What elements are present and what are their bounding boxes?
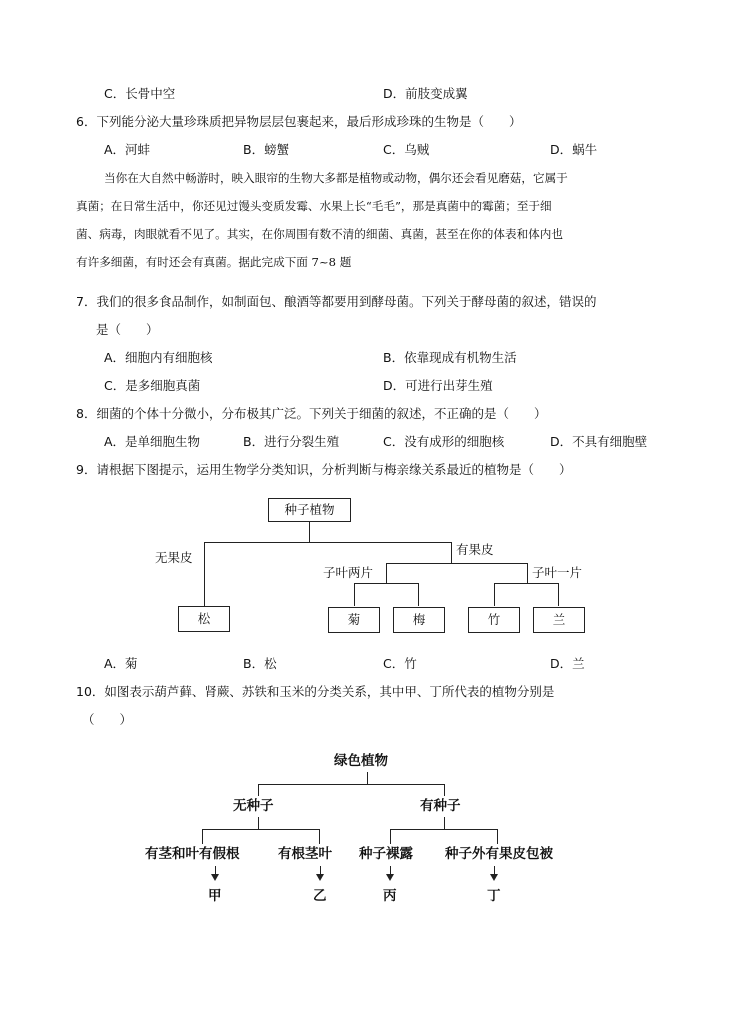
q10-arrow-shaft xyxy=(320,866,321,874)
q9-connector xyxy=(354,583,419,584)
q9-option-d: D．兰 xyxy=(550,656,585,671)
q10-label-jia: 甲 xyxy=(208,888,222,904)
q10-connector xyxy=(319,829,320,844)
q7-stem-line-2: 是（ ） xyxy=(96,322,159,337)
q9-connector xyxy=(204,542,205,606)
q9-connector xyxy=(204,542,452,543)
q9-connector xyxy=(418,583,419,606)
q6-option-a: A．河蚌 xyxy=(104,142,151,157)
q9-connector xyxy=(309,522,310,542)
q9-label-monocot: 子叶一片 xyxy=(532,565,583,580)
q8-option-b: B．进行分裂生殖 xyxy=(243,434,340,449)
q6-option-d: D．蜗牛 xyxy=(550,142,598,157)
q10-label-ding: 丁 xyxy=(487,888,501,904)
q9-leaf-pine: 松 xyxy=(178,606,230,632)
q10-node-gymnosperm: 种子裸露 xyxy=(359,846,413,862)
down-arrow-icon xyxy=(490,874,498,881)
q9-leaf-chrysanthemum: 菊 xyxy=(328,607,380,633)
q10-connector xyxy=(390,829,391,844)
q9-leaf-orchid: 兰 xyxy=(533,607,585,633)
q9-connector xyxy=(386,563,528,564)
q5-option-c: C．长骨中空 xyxy=(104,86,176,101)
q9-connector xyxy=(494,583,495,606)
q9-connector xyxy=(451,542,452,563)
q10-node-angiosperm: 种子外有果皮包被 xyxy=(445,846,553,862)
q10-node-root: 绿色植物 xyxy=(334,753,388,769)
q10-connector xyxy=(367,772,368,784)
q10-arrow-shaft xyxy=(390,866,391,874)
q7-option-b: B．依靠现成有机物生活 xyxy=(383,350,517,365)
q10-stem-line-1: 10．如图表示葫芦藓、肾蕨、苏铁和玉米的分类关系，其中甲、丁所代表的植物分别是 xyxy=(76,684,555,699)
q6-option-c: C．乌贼 xyxy=(383,142,430,157)
q10-label-bing: 丙 xyxy=(383,888,397,904)
q10-node-fern: 有根茎叶 xyxy=(278,846,332,862)
q9-leaf-bamboo: 竹 xyxy=(468,607,520,633)
q9-connector xyxy=(386,563,387,583)
q9-node-root: 种子植物 xyxy=(268,498,351,522)
q9-connector xyxy=(494,583,559,584)
q8-stem: 8．细菌的个体十分微小，分布极其广泛。下列关于细菌的叙述，不正确的是（ ） xyxy=(76,406,547,421)
q10-connector xyxy=(258,817,259,829)
q7-option-c: C．是多细胞真菌 xyxy=(104,378,201,393)
q10-connector xyxy=(202,829,203,844)
q10-node-no-seed: 无种子 xyxy=(233,798,274,814)
q7-stem-line-1: 7．我们的很多食品制作，如制面包、酿酒等都要用到酵母菌。下列关于酵母菌的叙述，错误的 xyxy=(76,294,597,309)
q8-option-a: A．是单细胞生物 xyxy=(104,434,201,449)
q8-option-c: C．没有成形的细胞核 xyxy=(383,434,505,449)
down-arrow-icon xyxy=(386,874,394,881)
q10-connector xyxy=(258,784,259,796)
down-arrow-icon xyxy=(211,874,219,881)
q9-option-a: A．菊 xyxy=(104,656,138,671)
q5-option-d: D．前肢变成翼 xyxy=(383,86,468,101)
down-arrow-icon xyxy=(316,874,324,881)
q10-connector xyxy=(390,829,498,830)
q9-label-dicot: 子叶两片 xyxy=(323,565,374,580)
q8-option-d: D．不具有细胞壁 xyxy=(550,434,648,449)
q6-option-b: B．螃蟹 xyxy=(243,142,290,157)
q9-leaf-plum: 梅 xyxy=(393,607,445,633)
q10-stem-line-2: （ ） xyxy=(82,712,133,727)
q9-label-pericarp: 有果皮 xyxy=(456,542,494,557)
q7-option-d: D．可进行出芽生殖 xyxy=(383,378,493,393)
q10-connector xyxy=(444,784,445,796)
q9-connector xyxy=(558,583,559,606)
q10-node-moss: 有茎和叶有假根 xyxy=(145,846,240,862)
q9-connector xyxy=(354,583,355,606)
q10-arrow-shaft xyxy=(494,866,495,874)
q9-stem: 9．请根据下图提示，运用生物学分类知识，分析判断与梅亲缘关系最近的植物是（ ） xyxy=(76,462,572,477)
passage-line-3: 菌、病毒，肉眼就看不见了。其实，在你周围有数不清的细菌、真菌，甚至在你的体表和体内也 xyxy=(76,227,563,241)
q9-connector xyxy=(527,563,528,583)
q9-option-c: C．竹 xyxy=(383,656,417,671)
q10-connector xyxy=(444,817,445,829)
q10-arrow-shaft xyxy=(215,866,216,874)
q6-stem: 6．下列能分泌大量珍珠质把异物层层包裹起来，最后形成珍珠的生物是（ ） xyxy=(76,114,522,129)
passage-line-1: 当你在大自然中畅游时，映入眼帘的生物大多都是植物或动物，偶尔还会看见磨菇，它属于 xyxy=(104,171,568,185)
q10-connector xyxy=(202,829,320,830)
q9-option-b: B．松 xyxy=(243,656,277,671)
passage-line-2: 真菌；在日常生活中，你还见过馒头变质发霉、水果上长“毛毛”，那是真菌中的霉菌；至于细 xyxy=(76,199,552,213)
q10-connector xyxy=(258,784,445,785)
q10-node-has-seed: 有种子 xyxy=(420,798,461,814)
q10-connector xyxy=(497,829,498,844)
q9-label-no-pericarp: 无果皮 xyxy=(155,550,193,565)
q7-option-a: A．细胞内有细胞核 xyxy=(104,350,213,365)
passage-line-4: 有许多细菌，有时还会有真菌。据此完成下面 7~8 题 xyxy=(76,255,352,269)
q10-label-yi: 乙 xyxy=(313,888,327,904)
